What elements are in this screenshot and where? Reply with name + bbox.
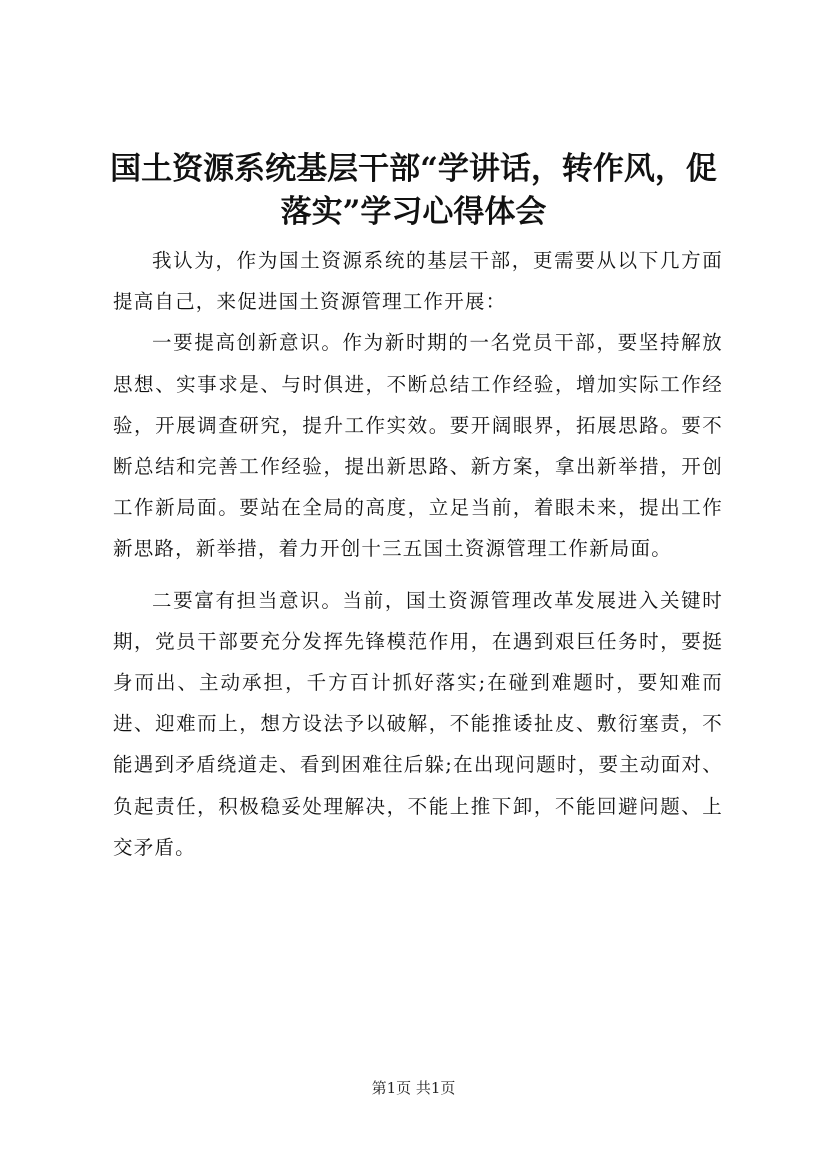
document-body (113, 240, 723, 868)
paragraph-responsibility: 二要富有担当意识。当前，国土资源管理改革发展进入关键时期，党员干部要充分发挥先锋模范作用，在遇到艰巨任务时，要挺身而出、主动承担，千方百计抓好落实;在碰到难题时，要知难而进、迎难而上，想方设法予以破解，不能推诿扯皮、敷衍塞责，不能遇到矛盾绕道走、看到困难往后躲;在出现问题时，要主动面对、负起责任，积极稳妥处理解决，不能上推下卸，不能回避问题、上交矛盾。 (113, 588, 723, 859)
page-footer: 第1页 共1页 (371, 1079, 456, 1097)
paragraph-intro: 我认为，作为国土资源系统的基层干部，更需要从以下几方面提高自己，来促进国土资源管理工作开展： (113, 249, 723, 314)
paragraph-innovation: 一要提高创新意识。作为新时期的一名党员干部，要坚持解放思想、实事求是、与时俱进，不断总结工作经验，增加实际工作经验，开展调查研究，提升工作实效。要开阔眼界，拓展思路。要不断总结和完善工作经验，提出新思路、新方案，拿出新举措，开创工作新局面。要站在全局的高度，立足当前，着眼未来，提出工作新思路，新举措，着力开创十三五国土资源管理工作新局面。 (113, 331, 723, 561)
document-title: 国土资源系统基层干部“学讲话，转作风，促落实”学习心得体会 (110, 151, 717, 230)
